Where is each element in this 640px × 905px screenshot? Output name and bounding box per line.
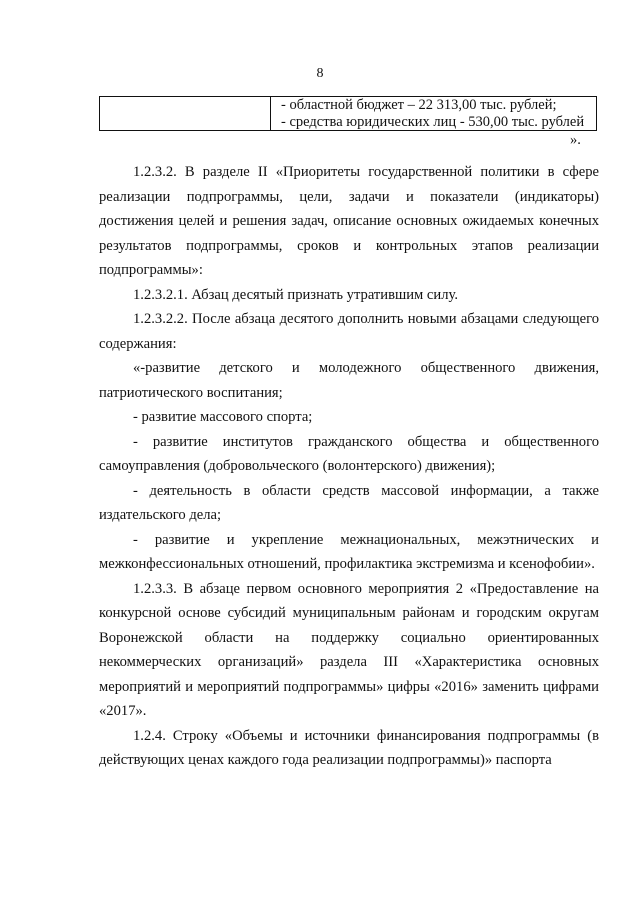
- paragraph: 1.2.3.2.2. После абзаца десятого дополнить новыми абзацами следующего содержания:: [99, 311, 599, 352]
- budget-line-regional: - областной бюджет – 22 313,00 тыс. рублей;: [281, 97, 557, 113]
- paragraph: 1.2.4. Строку «Объемы и источники финансирования подпрограммы (в действующих ценах каждого года реализации подпрограммы)» паспорта: [99, 727, 599, 768]
- budget-line-legal-entities: - средства юридических лиц - 530,00 тыс. рублей: [281, 114, 585, 130]
- paragraph: 1.2.3.2.1. Абзац десятый признать утратившим силу.: [133, 286, 458, 303]
- paragraph: - развитие и укрепление межнациональных, межэтнических и межконфессиональных отношений, профилактика экстремизма и ксенофобии».: [99, 531, 599, 572]
- closing-quote: ».: [570, 132, 581, 148]
- document-body: [99, 160, 599, 773]
- paragraph: 1.2.3.3. В абзаце первом основного мероприятия 2 «Предоставление на конкурсной основе субсидий муниципальным районам и городским округам Воронежской области на поддержку социально ориентированных некоммерческих организаций» раздела III «Характеристика основных мероприятий и мероприятий подпрограммы» цифры «2016» заменить цифрами «2017».: [99, 580, 599, 719]
- table-cell-empty: [100, 97, 271, 130]
- paragraph: - развитие массового спорта;: [133, 409, 313, 425]
- paragraph: «-развитие детского и молодежного общественного движения, патриотического воспитания;: [99, 360, 599, 401]
- paragraph: - деятельность в области средств массовой информации, а также издательского дела;: [99, 482, 599, 523]
- table-cell-budget: [271, 97, 596, 130]
- page-number: 8: [316, 66, 324, 81]
- budget-table: [99, 96, 597, 131]
- paragraph: 1.2.3.2. В разделе II «Приоритеты государственной политики в сфере реализации подпрограммы, цели, задачи и показатели (индикаторы) достижения целей и решения задач, описание основных ожидаемых конечных результатов подпрограммы, сроков и контрольных этапов реализации подпрограммы»:: [99, 164, 599, 278]
- paragraph: - развитие институтов гражданского общества и общественного самоуправления (добровольческого (волонтерского) движения);: [99, 433, 599, 474]
